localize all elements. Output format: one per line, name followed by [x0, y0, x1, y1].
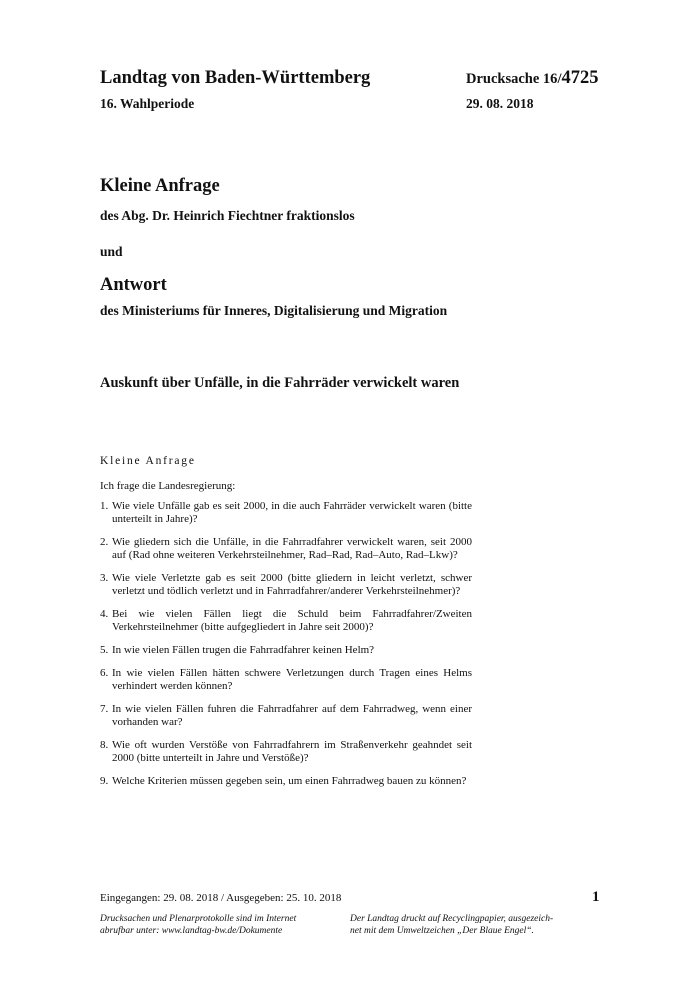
- conjunction-und: und: [100, 244, 123, 259]
- question-number: 3.: [100, 572, 109, 584]
- question-number: 2.: [100, 536, 109, 548]
- receipt-dates: Eingegangen: 29. 08. 2018 / Ausgegeben: 25. 10. 2018: [100, 892, 342, 904]
- section-label: Kleine Anfrage: [100, 455, 196, 467]
- heading-kleine-anfrage: Kleine Anfrage: [100, 176, 220, 196]
- footer-right-line: net mit dem Umweltzeichen „Der Blaue Engel“.: [350, 925, 534, 936]
- question-item: [100, 608, 472, 634]
- question-number: 6.: [100, 667, 109, 679]
- drucksache-slash: /: [557, 71, 562, 87]
- question-text: Wie viele Unfälle gab es seit 2000, in die auch Fahrräder verwickelt waren (bitte unterteilt in Jahre)?: [112, 500, 472, 525]
- question-item: [100, 775, 472, 788]
- drucksache-id: [466, 68, 598, 89]
- document-topic: Auskunft über Unfälle, in die Fahrräder verwickelt waren: [100, 375, 460, 391]
- question-item: [100, 572, 472, 598]
- drucksache-number: 4725: [561, 68, 599, 88]
- question-text: Bei wie vielen Fällen liegt die Schuld beim Fahrradfahrer/Zweiten Verkehrsteilnehmer (bitte aufgegliedert in Jahre seit 2000)?: [112, 608, 472, 633]
- question-text: In wie vielen Fällen trugen die Fahrradfahrer keinen Helm?: [112, 644, 375, 656]
- question-item: [100, 536, 472, 562]
- question-number: 1.: [100, 500, 109, 512]
- document-date: 29. 08. 2018: [466, 96, 534, 111]
- question-number: 5.: [100, 644, 109, 656]
- question-number: 8.: [100, 739, 109, 751]
- election-period: 16. Wahlperiode: [100, 96, 195, 111]
- footer-left-line: Drucksachen und Plenarprotokolle sind im Internet: [100, 914, 297, 924]
- question-item: [100, 644, 472, 657]
- question-text: Wie viele Verletzte gab es seit 2000 (bitte gliedern in leicht verletzt, schwer verletzt und tödlich verletzt und in Fahrradfahrer/anderer Verkehrsteilnehmer)?: [112, 572, 472, 597]
- page-number: 1: [592, 889, 600, 905]
- heading-antwort: Antwort: [100, 275, 167, 295]
- footer-note-right: [350, 914, 575, 937]
- question-number: 7.: [100, 703, 109, 715]
- question-item: [100, 703, 472, 729]
- question-text: Wie oft wurden Verstöße von Fahrradfahrern im Straßenverkehr geahndet seit 2000 (bitte unterteilt in Jahre und Verstöße)?: [112, 739, 472, 764]
- footer-right-line: Der Landtag druckt auf Recyclingpapier, ausgezeich-: [350, 914, 554, 924]
- answer-ministry: des Ministeriums für Inneres, Digitalisierung und Migration: [100, 303, 448, 318]
- question-number: 4.: [100, 608, 109, 620]
- footer-note-left: [100, 914, 330, 937]
- question-item: [100, 667, 472, 693]
- inquiry-author: des Abg. Dr. Heinrich Fiechtner fraktionslos: [100, 208, 355, 223]
- footer-left-line: abrufbar unter: www.landtag-bw.de/Dokumente: [100, 925, 283, 936]
- question-item: [100, 739, 472, 765]
- question-text: In wie vielen Fällen hätten schwere Verletzungen durch Tragen eines Helms verhindert werden können?: [112, 667, 472, 692]
- parliament-title: Landtag von Baden-Württemberg: [100, 68, 371, 88]
- question-text: Welche Kriterien müssen gegeben sein, um einen Fahrradweg bauen zu können?: [112, 775, 467, 787]
- drucksache-label: Drucksache 16: [466, 71, 558, 87]
- question-list: [100, 500, 472, 798]
- question-item: [100, 500, 472, 526]
- question-text: Wie gliedern sich die Unfälle, in die Fahrradfahrer verwickelt waren, seit 2000 auf (Rad ohne weiteren Verkehrsteilnehmer, Rad–Rad, Rad–Auto, Rad–Lkw)?: [112, 536, 472, 561]
- intro-text: Ich frage die Landesregierung:: [100, 480, 236, 492]
- question-text: In wie vielen Fällen fuhren die Fahrradfahrer auf dem Fahrradweg, wenn einer vorhanden war?: [112, 703, 472, 728]
- question-number: 9.: [100, 775, 109, 787]
